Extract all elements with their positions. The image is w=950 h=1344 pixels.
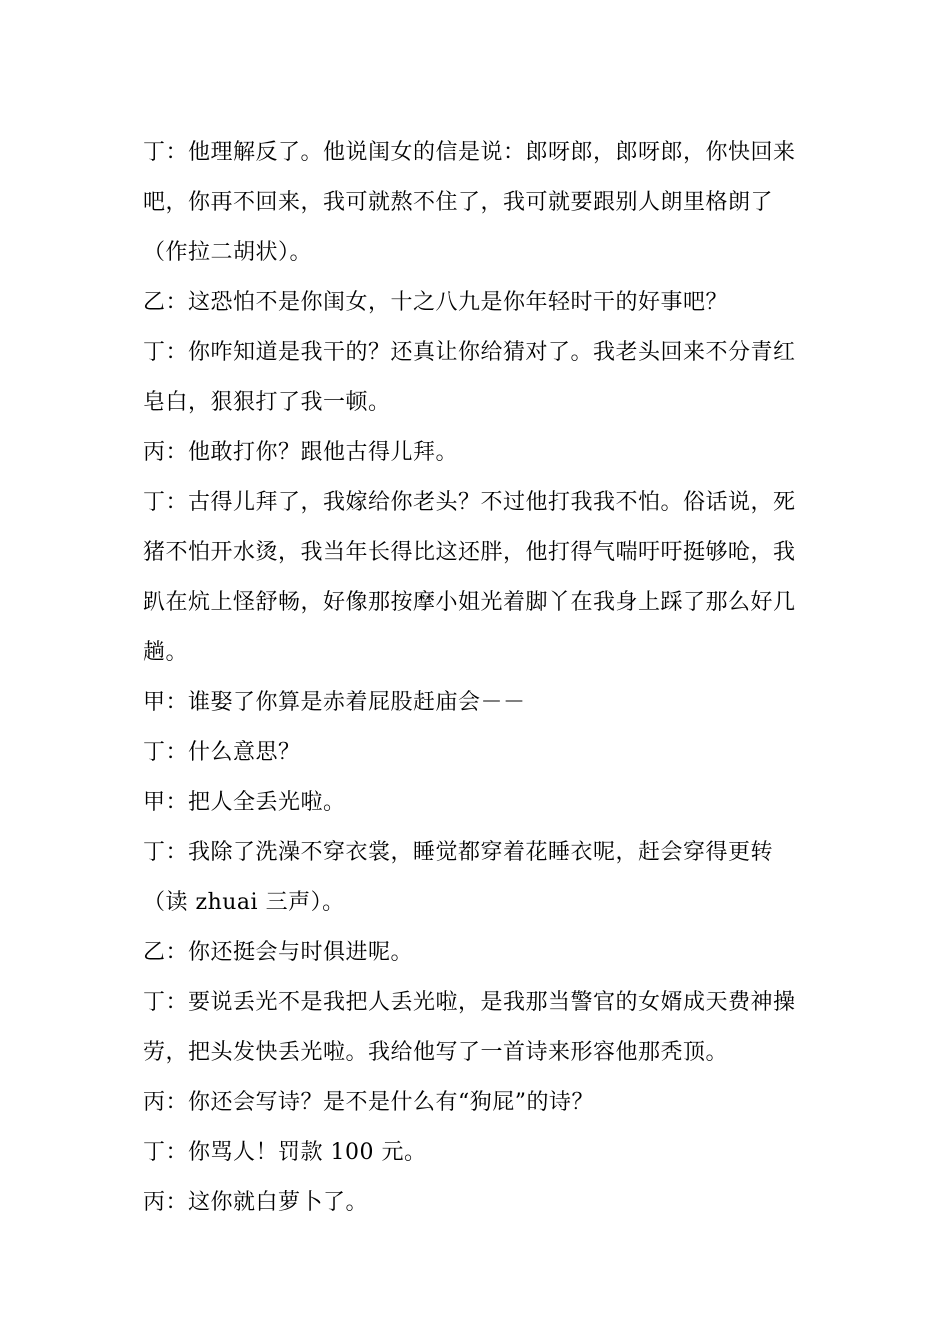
text-line: （作拉二胡状）。 [143,240,313,265]
text-line: 劳，把头发快丢光啦。我给他写了一首诗来形容他那秃顶。 [143,1040,729,1065]
text-line: 乙：这恐怕不是你闺女，十之八九是你年轻时干的好事吧？ [143,290,729,315]
text-line: 丁：你骂人！罚款 100 元。 [143,1140,427,1165]
text-line: 丁：什么意思？ [143,740,301,765]
text-line: 丁：古得儿拜了，我嫁给你老头？不过他打我我不怕。俗话说，死 [143,490,796,515]
dialogue-text [143,128,808,1228]
text-line: （读 zhuai 三声）。 [143,890,345,915]
text-line: 皂白，狠狠打了我一顿。 [143,390,391,415]
text-line: 乙：你还挺会与时俱进呢。 [143,940,414,965]
text-line: 丙：你还会写诗？是不是什么有“狗屁”的诗？ [143,1090,594,1115]
text-line: 丙：这你就白萝卜了。 [143,1190,369,1215]
text-line: 丁：他理解反了。他说闺女的信是说：郎呀郎，郎呀郎，你快回来 [143,140,796,165]
text-line: 丁：要说丢光不是我把人丢光啦，是我那当警官的女婿成天费神操 [143,990,796,1015]
text-line: 甲：把人全丢光啦。 [143,790,346,815]
text-line: 趴在炕上怪舒畅，好像那按摩小姐光着脚丫在我身上踩了那么好几 [143,590,796,615]
text-line: 猪不怕开水烫，我当年长得比这还胖，他打得气喘吁吁挺够呛，我 [143,540,796,565]
text-line: 吧，你再不回来，我可就熬不住了，我可就要跟别人朗里格朗了 [143,190,774,215]
text-line: 丁：你咋知道是我干的？还真让你给猜对了。我老头回来不分青红 [143,340,796,365]
text-line: 甲：谁娶了你算是赤着屁股赶庙会－－ [143,690,526,715]
text-line: 丁：我除了洗澡不穿衣裳，睡觉都穿着花睡衣呢，赶会穿得更转 [143,840,774,865]
text-line: 趟。 [143,640,189,665]
text-line: 丙：他敢打你？跟他古得儿拜。 [143,440,459,465]
